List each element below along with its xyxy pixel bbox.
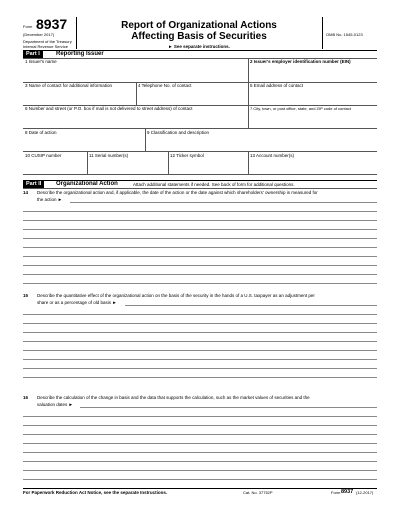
- part1-title: Reporting Issuer: [56, 51, 104, 57]
- contact-phone-input[interactable]: [138, 89, 246, 104]
- footer-form-label: Form: [331, 490, 341, 495]
- footer-form-number: 8937: [341, 489, 354, 495]
- field-ticker: 12 Ticker symbol: [170, 153, 204, 158]
- q14-number: 14: [23, 190, 29, 195]
- field-contact-name: 3 Name of contact for additional information: [25, 83, 113, 88]
- contact-email-input[interactable]: [250, 89, 376, 104]
- field-contact-email: 5 Email address of contact: [250, 83, 304, 88]
- q16-text-line2: valuation dates ►: [37, 402, 73, 407]
- paperwork-notice: For Paperwork Reduction Act Notice, see the separate Instructions.: [23, 490, 168, 495]
- field-serial: 11 Serial number(s): [89, 153, 129, 158]
- field-ein: 2 Issuer's employer identification number (EIN): [250, 59, 351, 64]
- field-street: 6 Number and street (or P.O. box if mail is not delivered to street address) of contact: [25, 106, 193, 111]
- date-of-action-input[interactable]: [26, 136, 143, 150]
- q15-number: 15: [23, 293, 29, 298]
- field-cusip: 10 CUSIP number: [25, 153, 62, 158]
- form-title-line1: Report of Organizational Actions: [121, 20, 277, 31]
- classification-input[interactable]: [147, 136, 376, 150]
- street-input[interactable]: [26, 112, 246, 127]
- field-date-of-action: 8 Date of action: [25, 130, 57, 135]
- part1-label: Part I: [23, 51, 43, 58]
- account-input[interactable]: [250, 159, 376, 173]
- contact-name-input[interactable]: [26, 89, 134, 104]
- issuer-name-input[interactable]: [26, 65, 246, 81]
- dept-line2: Internal Revenue Service: [23, 44, 68, 49]
- q16-answer-area[interactable]: [80, 401, 376, 489]
- q14-text-line2: the action ►: [37, 197, 63, 202]
- omb-number: OMB No. 1545-0123: [326, 32, 363, 37]
- cat-number: Cat. No. 37752P: [243, 490, 273, 495]
- ein-input[interactable]: [250, 65, 376, 81]
- cusip-input[interactable]: [26, 159, 85, 173]
- q15-text-line2: share or as a percentage of old basis ►: [37, 300, 117, 305]
- see-instructions: ► See separate instructions.: [168, 44, 230, 49]
- footer-revision: (12-2017): [356, 490, 374, 495]
- q15-text-line1: Describe the quantitative effect of the organizational action on the basis of the security in the hands of a U.S. taxpayer as an adjustment per: [37, 293, 315, 298]
- field-issuer-name: 1 Issuer's name: [25, 59, 57, 64]
- field-account: 13 Account number(s): [250, 153, 295, 158]
- q16-number: 16: [23, 395, 29, 400]
- part2-title: Organizational Action: [56, 181, 118, 187]
- form-revision: (December 2017): [23, 32, 55, 37]
- part2-subtitle: Attach additional statements if needed. See back of form for additional questions.: [133, 182, 295, 187]
- field-classification: 9 Classification and description: [147, 130, 210, 135]
- part2-label: Part II: [23, 181, 44, 188]
- q14-text-line1: Describe the organizational action and, if applicable, the date of the action or the date against which shareholders' ownership is measured for: [37, 190, 318, 195]
- field-city: 7 City, town, or post office, state, and ZIP code of contact: [250, 106, 351, 111]
- field-contact-phone: 4 Telephone No. of contact: [138, 83, 192, 88]
- form-label: Form: [23, 24, 33, 29]
- form-number: 8937: [36, 16, 68, 32]
- form-title-line2: Affecting Basis of Securities: [131, 31, 267, 42]
- dept-line1: Department of the Treasury: [23, 39, 72, 44]
- q15-answer-area[interactable]: [125, 299, 376, 389]
- q16-text-line1: Describe the calculation of the change in basis and the data that supports the calculation, such as the market values of securities and the: [37, 395, 310, 400]
- city-input[interactable]: [250, 112, 376, 127]
- serial-input[interactable]: [89, 159, 166, 173]
- ticker-input[interactable]: [170, 159, 246, 173]
